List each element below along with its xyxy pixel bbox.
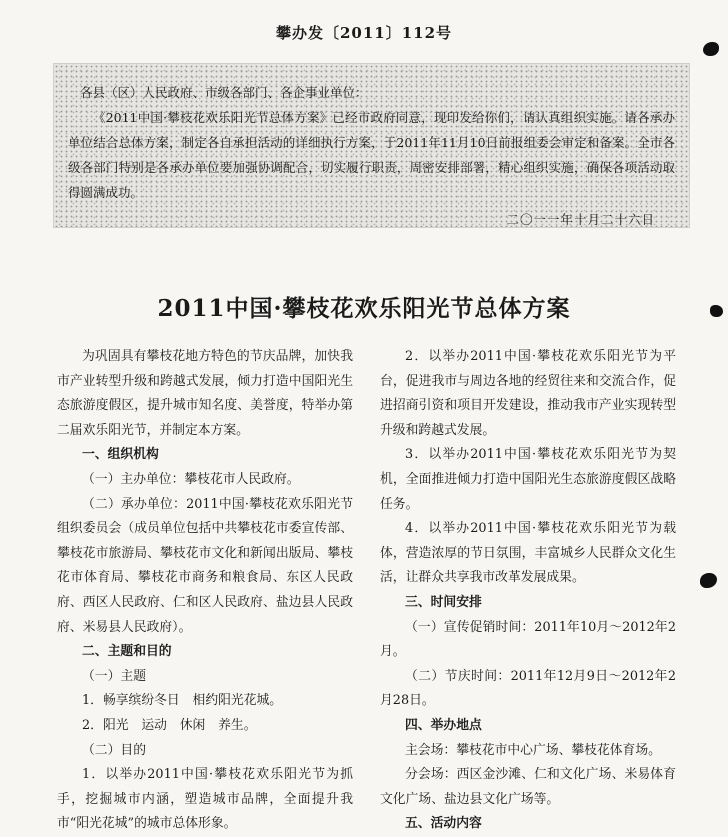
ink-blot	[700, 573, 717, 588]
section-heading-venue: 四、举办地点	[405, 717, 482, 733]
purpose-item-2: 2．以举办2011中国·攀枝花欢乐阳光节为平台，促进我市与周边各地的经贸往来和交流合作，促进招商引资和项目开发建设，推动我市产业实现转型升级和跨越式发展。	[380, 349, 676, 438]
schedule-festival: （二）节庆时间：2011年12月9日～2012年2月28日。	[380, 668, 676, 709]
venue-branch: 分会场：西区金沙滩、仁和文化广场、米易体育文化广场、盐边县文化广场等。	[380, 767, 676, 807]
left-column	[57, 345, 353, 837]
document-number: 攀办发〔2011〕112号	[275, 24, 453, 42]
section-heading-schedule: 三、时间安排	[405, 594, 482, 610]
paragraph-co-organizer: （二）承办单位：2011中国·攀枝花欢乐阳光节组织委员会（成员单位包括中共攀枝花市委宣传部、攀枝花市旅游局、攀枝花市文化和新闻出版局、攀枝花市体育局、攀枝花市商务和粮食局、东区人民政府、西区人民政府、仁和区人民政府、盐边县人民政府、米易县人民政府）。	[57, 496, 353, 635]
theme-item-1: 1．畅享缤纷冬日 相约阳光花城。	[82, 693, 283, 709]
section-heading-organization: 一、组织机构	[82, 447, 159, 463]
section-heading-theme: 二、主题和目的	[82, 644, 172, 660]
notice-salutation: 各县（区）人民政府、市级各部门、各企事业单位：	[80, 85, 368, 100]
schedule-promotion: （一）宣传促销时间：2011年10月～2012年2月。	[380, 619, 676, 660]
venue-main: 主会场：攀枝花市中心广场、攀枝花体育场。	[405, 742, 661, 758]
subheading-purpose: （二）目的	[82, 742, 146, 758]
purpose-item-1: 1．以举办2011中国·攀枝花欢乐阳光节为抓手，挖掘城市内涵，塑造城市品牌，全面提升我市“阳光花城”的城市总体形象。	[57, 767, 353, 832]
purpose-item-3: 3．以举办2011中国·攀枝花欢乐阳光节为契机，全面推进倾力打造中国阳光生态旅游度假区战略任务。	[380, 447, 676, 512]
subheading-theme: （一）主题	[82, 668, 146, 684]
intro-paragraph: 为巩固具有攀枝花地方特色的节庆品牌，加快我市产业转型升级和跨越式发展，倾力打造中国阳光生态旅游度假区，提升城市知名度、美誉度，特举办第二届欢乐阳光节，并制定本方案。	[57, 349, 353, 438]
notice-body: 《2011中国·攀枝花欢乐阳光节总体方案》已经市政府同意，现印发给你们，请认真组织实施。请各承办单位结合总体方案，制定各自承担活动的详细执行方案，于2011年11月10日前报组委会审定和备案。全市各级各部门特别是各承办单位要加强协调配合，切实履行职责，周密安排部署，精心组织实施，确保各项活动取得圆满成功。	[68, 110, 675, 200]
ink-blot	[703, 42, 719, 56]
document-title: 2011中国·攀枝花欢乐阳光节总体方案	[157, 295, 571, 322]
section-heading-activities: 五、活动内容	[405, 816, 482, 832]
right-column	[380, 345, 676, 837]
paragraph-organizer: （一）主办单位：攀枝花市人民政府。	[82, 471, 300, 487]
purpose-item-4: 4．以举办2011中国·攀枝花欢乐阳光节为载体，营造浓厚的节日氛围，丰富城乡人民群众文化生活，让群众共享我市改革发展成果。	[380, 521, 676, 586]
notice-box	[53, 63, 690, 228]
ink-blot	[710, 305, 723, 317]
theme-item-2: 2．阳光 运动 休闲 养生。	[82, 717, 257, 733]
notice-date: 二〇一一年十月二十六日	[506, 212, 655, 227]
